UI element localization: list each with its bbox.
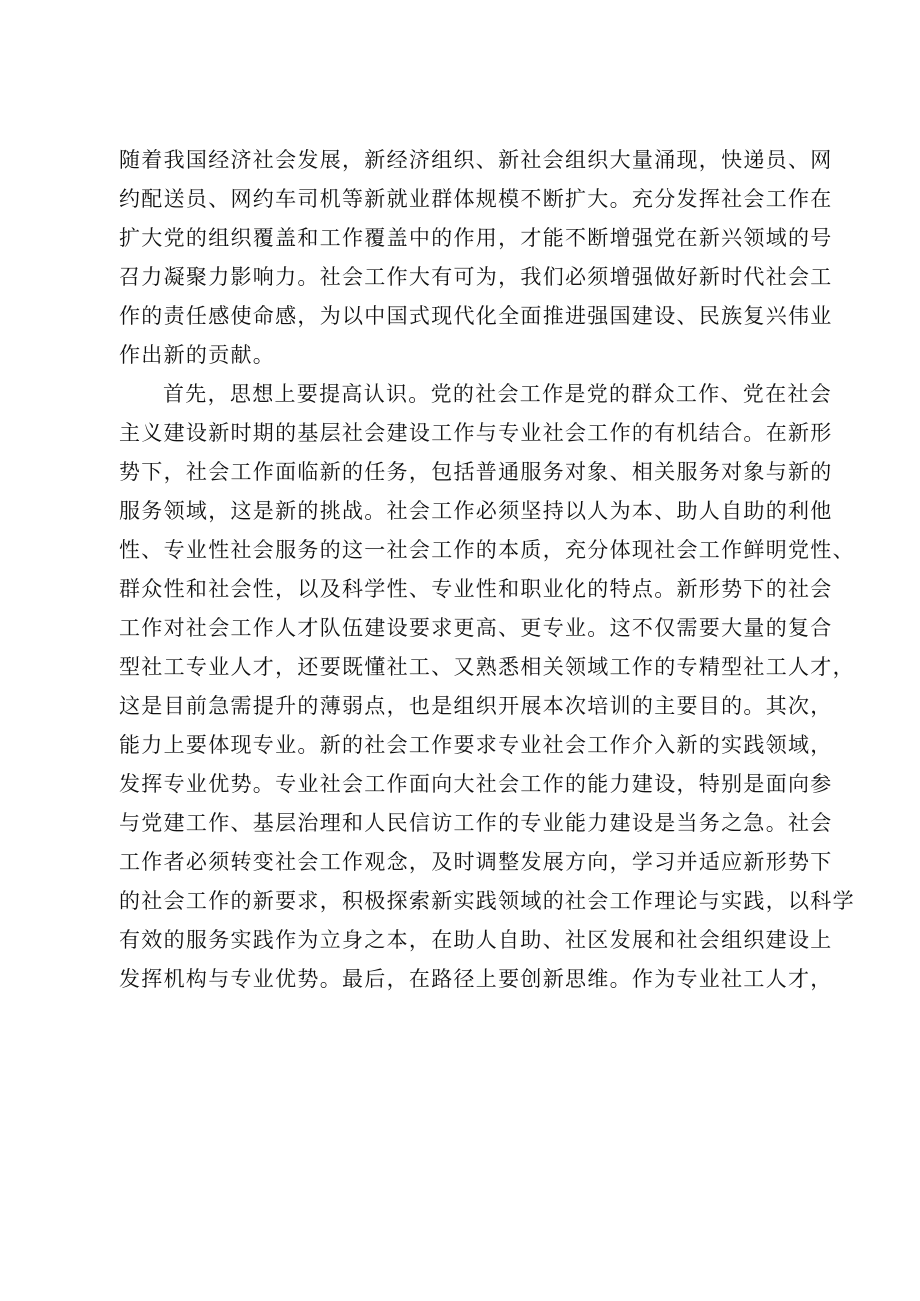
text-line: 发挥机构与专业优势。最后，在路径上要创新思维。作为专业社工人才，: [119, 967, 833, 991]
text-line: 群众性和社会性，以及科学性、专业性和职业化的特点。新形势下的社会: [119, 577, 833, 601]
text-line: 作出新的贡献。: [119, 343, 276, 367]
text-line: 约配送员、网约车司机等新就业群体规模不断扩大。充分发挥社会工作在: [119, 187, 833, 211]
text-line: 性、专业性社会服务的这一社会工作的本质，充分体现社会工作鲜明党性、: [119, 538, 855, 562]
text-line: 召力凝聚力影响力。社会工作大有可为，我们必须增强做好新时代社会工: [119, 265, 833, 289]
text-line: 随着我国经济社会发展，新经济组织、新社会组织大量涌现，快递员、网: [119, 148, 833, 172]
text-line: 工作者必须转变社会工作观念，及时调整发展方向，学习并适应新形势下: [119, 850, 833, 874]
text-line: 与党建工作、基层治理和人民信访工作的专业能力建设是当务之急。社会: [119, 811, 833, 835]
text-line: 扩大党的组织覆盖和工作覆盖中的作用，才能不断增强党在新兴领域的号: [119, 226, 833, 250]
text-line: 首先，思想上要提高认识。党的社会工作是党的群众工作、党在社会: [163, 382, 832, 406]
text-line: 型社工专业人才，还要既懂社工、又熟悉相关领域工作的专精型社工人才，: [119, 655, 855, 679]
text-line: 工作对社会工作人才队伍建设要求更高、更专业。这不仅需要大量的复合: [119, 616, 833, 640]
paragraph-1: [119, 141, 833, 375]
text-line: 的社会工作的新要求，积极探索新实践领域的社会工作理论与实践，以科学: [119, 889, 855, 913]
text-line: 主义建设新时期的基层社会建设工作与专业社会工作的有机结合。在新形: [119, 421, 833, 445]
text-line: 发挥专业优势。专业社会工作面向大社会工作的能力建设，特别是面向参: [119, 772, 833, 796]
body-text: [119, 141, 855, 999]
text-line: 势下，社会工作面临新的任务，包括普通服务对象、相关服务对象与新的: [119, 460, 833, 484]
text-line: 作的责任感使命感，为以中国式现代化全面推进强国建设、民族复兴伟业: [119, 304, 833, 328]
text-line: 能力上要体现专业。新的社会工作要求专业社会工作介入新的实践领域，: [119, 733, 833, 757]
text-line: 有效的服务实践作为立身之本，在助人自助、社区发展和社会组织建设上: [119, 928, 833, 952]
text-line: 服务领域，这是新的挑战。社会工作必须坚持以人为本、助人自助的利他: [119, 499, 833, 523]
text-line: 这是目前急需提升的薄弱点，也是组织开展本次培训的主要目的。其次，: [119, 694, 833, 718]
paragraph-2: [119, 375, 855, 999]
